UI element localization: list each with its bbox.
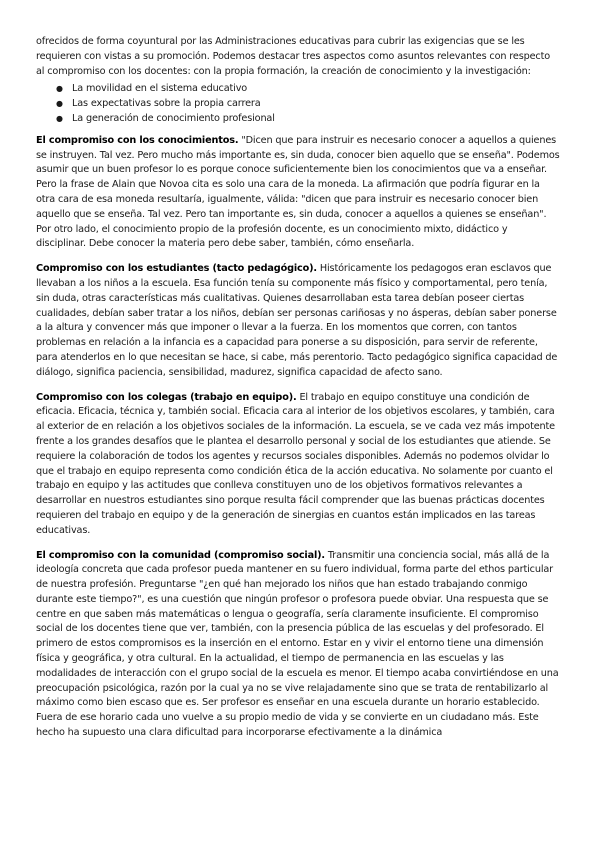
list-item: [56, 82, 560, 97]
section-knowledge: [36, 134, 560, 252]
section-heading: El compromiso con los conocimientos.: [36, 134, 239, 146]
list-item-text: La generación de conocimiento profesional: [72, 112, 275, 124]
section-body: Históricamente los pedagogos eran esclavos que llevaban a los niños a la escuela. Esa función tenía su componente más físico y comportamental, pero tenía, sin duda, otras características más cualitativas. Quienes desarrollaban esta tarea debían poseer ciertas cualidades, debían saber tratar a los niños, debían ser personas cariñosas y no ásperas, debían saber ponerse a la altura y convencer más que imponer o llevar a la fuerza. En los momentos que corren, con tantos problemas en relación a la infancia es a capacidad para ponerse a su disposición, para servir de referente, para atenderlos en lo que necesitan se hace, si cabe, más perentorio. Tacto pedagógico significa capacidad de diálogo, significa paciencia, sensibilidad, madurez, significa capacidad de afecto sano.: [36, 263, 558, 378]
bullet-icon: ●: [56, 84, 63, 94]
bullet-list: [36, 82, 560, 126]
section-body: "Dicen que para instruir es necesario conocer a aquellos a quienes se instruyen. Tal vez. Pero mucho más importante es, sin duda, conocer bien aquello que se enseña". Podemos asumir que un buen profesor lo es porque conoce suficientemente bien los conocimientos que va a enseñar. Pero la frase de Alain que Novoa cita es solo una cara de la moneda. La afirmación que podría figurar en la otra cara de esa moneda resultaría, igualmente, válida: "dicen que para instruir es necesario conocer bien aquello que se enseña. Tal vez. Pero tan importante es, sin duda, conocer a aquellos a quienes se enseñan". Por otro lado, el conocimiento propio de la profesión docente, es un conocimiento mixto, didáctico y disciplinar. Debe conocer la materia pero debe saber, también, cómo enseñarla.: [36, 134, 560, 250]
section-body: El trabajo en equipo constituye una condición de eficacia. Eficacia, técnica y, también social. Eficacia cara al interior de los objetivos escolares, y también, cara al exterior de en relación a los objetivos sociales de la información. La escuela, se ve cada vez más impotente frente a los grandes desafíos que le plantea el desarrollo personal y social de los estudiantes que atiende. Se requiere la colaboración de todos los agentes y recursos sociales disponibles. Además no podemos olvidar lo que el trabajo en equipo representa como condición ética de la acción educativa. No solamente por cuanto el trabajo en equipo y las actitudes que conlleva constituyen uno de los objetivos formativos relevantes a desarrollar en nuestros estudiantes sino porque resulta fácil comprender que las buenas prácticas docentes requieren del trabajo en equipo y de la generación de sinergias en cuantos están implicados en las tareas educativas.: [36, 391, 555, 536]
section-students: [36, 262, 560, 380]
list-item: [56, 112, 560, 127]
section-community: [36, 549, 560, 741]
section-body: Transmitir una conciencia social, más allá de la ideología concreta que cada profesor pueda mantener en su fuero individual, forma parte del ethos particular de nuestra profesión. Preguntarse "¿en qué han mejorado los niños que han estado trabajando conmigo durante este tiempo?", es una cuestión que ningún profesor o profesora puede obviar. Una respuesta que se centre en que saben más matemáticas o lengua o geografía, sería claramente insuficiente. El compromiso social de los docentes tiene que ver, también, con la presencia pública de las escuelas y del profesorado. El primero de estos compromisos es la inserción en el entorno. Estar en y vivir el entorno tiene una dimensión física y geográfica, y otra cultural. En la actualidad, el tiempo de permanencia en las escuelas y las modalidades de interacción con el grupo social de la escuela es menor. El tiempo acaba convirtiéndose en una preocupación psicológica, razón por la cual ya no se vive relajadamente sino que se trata de rentabilizarlo al máximo como bien escaso que es. Ser profesor es enseñar en una escuela durante un horario establecido. Fuera de ese horario cada uno vuelve a su propio medio de vida y se convierte en un ciudadano más. Este hecho ha supuesto una clara dificultad para incorporarse efectivamente a la dinámica: [36, 549, 559, 739]
list-item-text: La movilidad en el sistema educativo: [72, 83, 248, 95]
list-item-text: Las expectativas sobre la propia carrera: [72, 98, 261, 110]
section-colleagues: [36, 391, 560, 539]
bullet-icon: ●: [56, 99, 63, 109]
section-heading: Compromiso con los estudiantes (tacto pedagógico).: [36, 263, 317, 275]
bullet-icon: ●: [56, 113, 63, 123]
section-heading: El compromiso con la comunidad (compromiso social).: [36, 549, 325, 561]
list-item: [56, 97, 560, 112]
section-heading: Compromiso con los colegas (trabajo en equipo).: [36, 391, 297, 403]
intro-paragraph: ofrecidos de forma coyuntural por las Administraciones educativas para cubrir las exigencias que se les requieren con vistas a su promoción. Podemos destacar tres aspectos como asuntos relevantes con respecto al compromiso con los docentes: con la propia formación, la creación de conocimiento y la investigación:: [36, 36, 551, 77]
